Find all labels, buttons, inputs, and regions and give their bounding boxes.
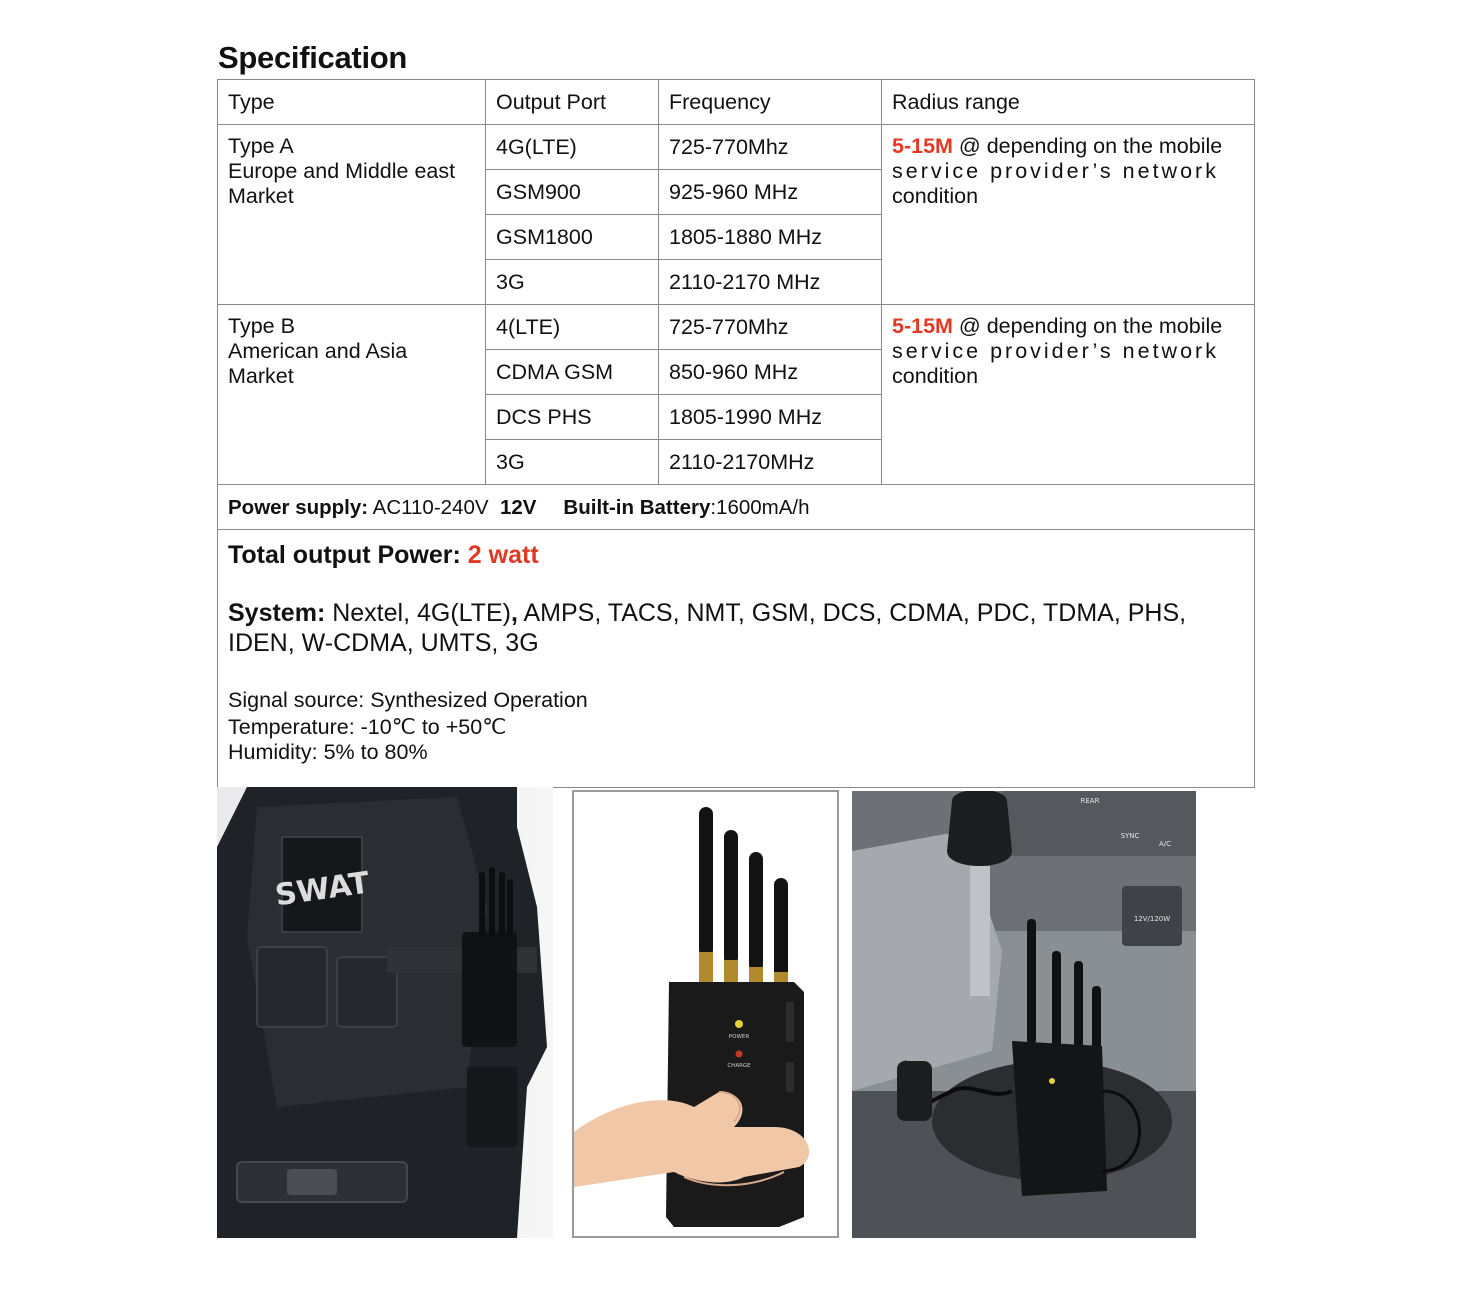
port-cell: 4(LTE) <box>486 305 659 350</box>
table-row <box>218 125 1255 170</box>
frequency-cell: 925-960 MHz <box>659 170 882 215</box>
header-output-port: Output Port <box>486 80 659 125</box>
system-line <box>228 598 1244 628</box>
radius-text: @ depending on the mobile <box>952 314 1223 338</box>
radius-text-2: service provider’s network <box>892 159 1219 183</box>
port-cell: GSM1800 <box>486 215 659 260</box>
swat-officer-image <box>217 787 553 1238</box>
signal-source: Signal source: Synthesized Operation <box>228 688 588 712</box>
header-radius-range: Radius range <box>882 80 1255 125</box>
radius-text: @ depending on the mobile <box>952 134 1223 158</box>
photo-car-device <box>852 791 1196 1238</box>
power-12v: 12V <box>499 495 537 519</box>
handheld-device-image <box>574 792 837 1236</box>
type-b-region: American and Asia <box>228 339 408 363</box>
dash-label-ac: A/C <box>1158 840 1172 848</box>
page-title: Specification <box>218 40 408 75</box>
output-power-line <box>228 540 1244 570</box>
port-cell: CDMA GSM <box>486 350 659 395</box>
battery-value: :1600mA/h <box>710 495 810 519</box>
type-a-market: Market <box>228 184 294 208</box>
temperature: Temperature: -10℃ to +50℃ <box>228 715 507 739</box>
power-supply-label: Power supply: <box>228 495 369 519</box>
output-power-label: Total output Power: <box>228 541 468 569</box>
charge-led-label: CHARGE <box>727 1063 751 1069</box>
port-cell: 4G(LTE) <box>486 125 659 170</box>
power-supply-value: AC110-240V <box>368 495 500 519</box>
table-row <box>218 305 1255 350</box>
radius-highlight: 5-15M <box>892 134 953 158</box>
humidity: Humidity: 5% to 80% <box>228 740 428 764</box>
radius-text-2: service provider’s network <box>892 339 1219 363</box>
power-led-label: POWER <box>728 1034 750 1040</box>
port-cell: 3G <box>486 440 659 485</box>
frequency-cell: 2110-2170MHz <box>659 440 882 485</box>
dash-label-rear: REAR <box>1080 797 1100 805</box>
details-cell <box>218 530 1255 788</box>
port-cell: 3G <box>486 260 659 305</box>
system-line-2: IDEN, W-CDMA, UMTS, 3G <box>228 629 539 657</box>
table-header-row <box>218 80 1255 125</box>
dash-label-sync: SYNC <box>1120 832 1140 840</box>
system-comma: , <box>510 599 518 627</box>
type-a-name: Type A <box>228 134 294 158</box>
type-b-market: Market <box>228 364 294 388</box>
product-photos <box>0 787 1476 1239</box>
frequency-cell: 725-770Mhz <box>659 125 882 170</box>
type-a-radius <box>882 125 1255 305</box>
details-row <box>218 530 1255 788</box>
header-type: Type <box>218 80 486 125</box>
system-label: System: <box>228 599 326 627</box>
header-frequency: Frequency <box>659 80 882 125</box>
port-cell: GSM900 <box>486 170 659 215</box>
radius-text-3: condition <box>892 184 979 208</box>
type-b-cell <box>218 305 486 485</box>
type-a-cell <box>218 125 486 305</box>
frequency-cell: 2110-2170 MHz <box>659 260 882 305</box>
swat-patch: SWAT <box>273 865 372 914</box>
spec-table <box>217 79 1255 788</box>
frequency-cell: 1805-1880 MHz <box>659 215 882 260</box>
photo-swat-officer <box>217 787 553 1238</box>
frequency-cell: 850-960 MHz <box>659 350 882 395</box>
system-value: Nextel, 4G(LTE) <box>325 599 511 627</box>
car-device-image <box>852 791 1196 1238</box>
radius-text-3: condition <box>892 364 979 388</box>
photo-handheld-device <box>572 790 839 1238</box>
type-b-name: Type B <box>228 314 295 338</box>
type-b-radius <box>882 305 1255 485</box>
power-supply-row <box>218 485 1255 530</box>
system-value-cont: AMPS, TACS, NMT, GSM, DCS, CDMA, PDC, TDMA, PHS, <box>517 599 1187 627</box>
output-power-value: 2 watt <box>467 541 539 569</box>
dash-label-12v: 12V/120W <box>1133 915 1171 923</box>
power-supply-cell <box>218 485 1255 530</box>
type-a-region: Europe and Middle east <box>228 159 456 183</box>
port-cell: DCS PHS <box>486 395 659 440</box>
frequency-cell: 1805-1990 MHz <box>659 395 882 440</box>
battery-label: Built-in Battery <box>563 495 711 519</box>
radius-highlight: 5-15M <box>892 314 953 338</box>
frequency-cell: 725-770Mhz <box>659 305 882 350</box>
